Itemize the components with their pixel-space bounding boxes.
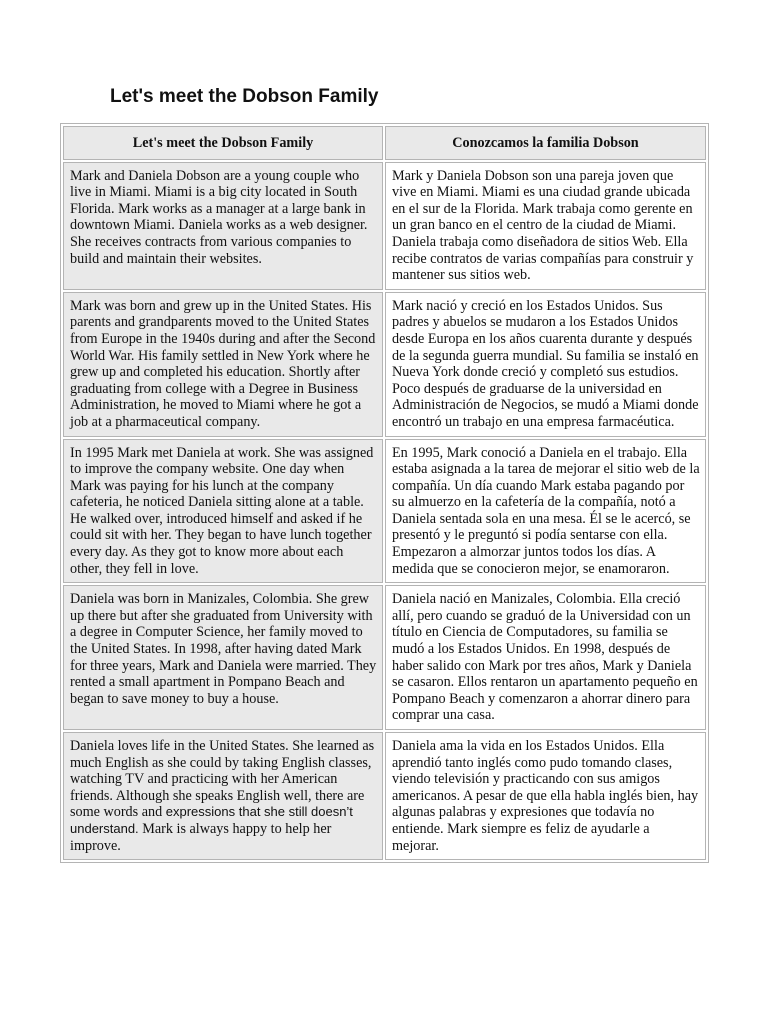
spanish-paragraph: Daniela ama la vida en los Estados Unidos. Ella aprendió tanto inglés como pudo tomando clases, viendo televisión y practicando con sus amigos americanos. A pesar de que ella habla inglés bien, hay algunas palabras y expresiones que todavía no entiende. Mark siempre es feliz de ayudarle a mejorar. xyxy=(385,732,706,860)
english-paragraph: Mark was born and grew up in the United States. His parents and grandparents moved to the United States from Europe in the 1940s during and after the Second World War. His family settled in New York where he grew up and completed his education. Shortly after graduating from college with a Degree in Business Administration, he moved to Miami where he got a job at a pharmaceutical company. xyxy=(63,292,383,437)
table-row xyxy=(63,439,706,584)
english-text-part: Daniela loves life in the United States. She learned as much English as she could by taking English classes, watching TV and practicing with her American friends. Although she speaks English well, there are some words and xyxy=(70,738,375,821)
spanish-paragraph: Mark nació y creció en los Estados Unidos. Sus padres y abuelos se mudaron a los Estados Unidos desde Europa en los años cuarenta durante y después de la segunda guerra mundial. Su familia se instaló en Nueva York donde creció y completó sus estudios. Poco después de graduarse de la universidad en Administración de Negocios, se mudó a Miami donde encontró un trabajo en una empresa farmacéutica. xyxy=(385,292,706,437)
english-paragraph: In 1995 Mark met Daniela at work. She was assigned to improve the company website. One day when Mark was paying for his lunch at the company cafeteria, he noticed Daniela sitting alone at a table. He walked over, introduced himself and asked if he could sit with her. They began to have lunch together every day. As they got to know more about each other, they fell in love. xyxy=(63,439,383,584)
table-row xyxy=(63,585,706,730)
english-paragraph xyxy=(63,732,383,860)
page-title: Let's meet the Dobson Family xyxy=(110,86,379,107)
table-row xyxy=(63,732,706,860)
table-header-row xyxy=(63,126,706,160)
spanish-paragraph: En 1995, Mark conoció a Daniela en el trabajo. Ella estaba asignada a la tarea de mejorar el sitio web de la compañía. Un día cuando Mark estaba pagando por su almuerzo en la cafetería de la compañía, notó a Daniela sentada sola en una mesa. Él se le acercó, se presentó y le preguntó si podía sentarse con ella. Empezaron a almorzar juntos todos los días. A medida que se conocieron mejor, se enamoraron. xyxy=(385,439,706,584)
english-column-header: Let's meet the Dobson Family xyxy=(63,126,383,160)
english-text-part-alt-font: expressions that she still doesn’t understand. xyxy=(70,804,353,836)
english-paragraph: Daniela was born in Manizales, Colombia. She grew up there but after she graduated from University with a degree in Computer Science, her family moved to the United States. In 1998, after having dated Mark for three years, Mark and Daniela were married. They rented a small apartment in Pompano Beach and began to save money to buy a house. xyxy=(63,585,383,730)
table-row xyxy=(63,162,706,290)
spanish-column-header: Conozcamos la familia Dobson xyxy=(385,126,706,160)
spanish-paragraph: Mark y Daniela Dobson son una pareja joven que vive en Miami. Miami es una ciudad grande ubicada en el sur de la Florida. Mark trabaja como gerente en un gran banco en el centro de la ciudad de Miami. Daniela trabaja como diseñadora de sitios Web. Ella recibe contratos de varias compañías para construir y mantener sus sitios web. xyxy=(385,162,706,290)
spanish-paragraph: Daniela nació en Manizales, Colombia. Ella creció allí, pero cuando se graduó de la Universidad con un título en Ciencia de Computadores, su familia se mudó a los Estados Unidos. En 1998, después de haber salido con Mark por tres años, Mark y Daniela se casaron. Ellos rentaron un apartamento pequeño en Pompano Beach y comenzaron a ahorrar dinero para comprar una casa. xyxy=(385,585,706,730)
english-paragraph: Mark and Daniela Dobson are a young couple who live in Miami. Miami is a big city located in South Florida. Mark works as a manager at a large bank in downtown Miami. Daniela works as a web designer. She receives contracts from various companies to build and maintain their websites. xyxy=(63,162,383,290)
bilingual-table xyxy=(60,123,709,863)
table-row xyxy=(63,292,706,437)
english-text-part: Mark is always happy to help her improve. xyxy=(70,820,332,854)
